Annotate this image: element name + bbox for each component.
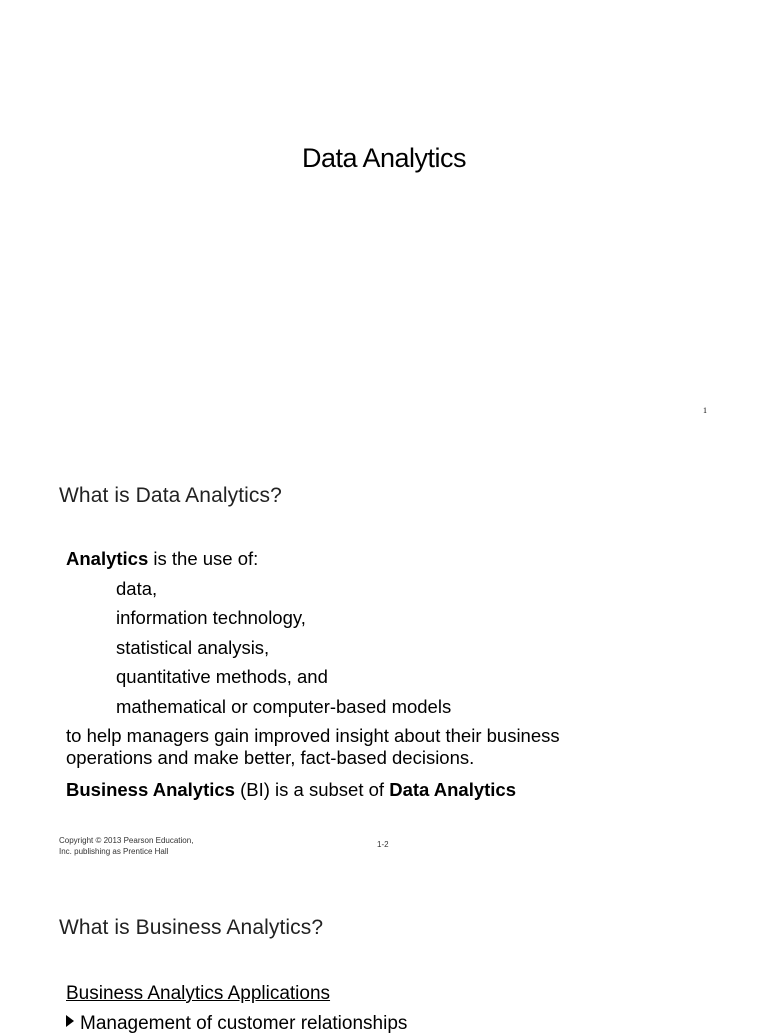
- slide-subheading: Business Analytics Applications: [66, 983, 331, 1004]
- list-item: mathematical or computer-based models: [116, 695, 452, 717]
- copyright-line-2: Inc. publishing as Prentice Hall: [59, 847, 169, 856]
- subset-mid: (BI) is a subset of: [234, 779, 390, 800]
- slide-2: [0, 440, 768, 880]
- slide-page-number: 1-2: [377, 840, 389, 849]
- list-item: information technology,: [116, 607, 306, 628]
- list-item: data,: [116, 577, 158, 599]
- slide-body: [66, 544, 726, 805]
- bullet-arrow-icon: [66, 1015, 74, 1027]
- copyright-line-1: Copyright © 2013 Pearson Education,: [59, 836, 194, 845]
- bullet-text: Management of customer relationships: [80, 1013, 408, 1034]
- intro-rest: is the use of:: [148, 548, 259, 569]
- slide-title: Data Analytics: [301, 143, 467, 173]
- list-item: statistical analysis,: [116, 636, 270, 658]
- bullet-item: [66, 1013, 407, 1035]
- list-item: quantitative methods, and: [116, 666, 328, 687]
- analytics-term: Analytics: [66, 548, 149, 569]
- slide-heading: What is Business Analytics?: [59, 916, 324, 939]
- subset-line: [66, 775, 726, 805]
- copyright-footer: [59, 835, 193, 857]
- data-analytics-term: Data Analytics: [389, 779, 517, 800]
- page-number: 1: [703, 406, 707, 415]
- business-analytics-term: Business Analytics: [66, 779, 235, 800]
- conclusion-text: to help managers gain improved insight about their business operations and make better, fact-based decisions.: [66, 725, 560, 768]
- intro-line: [66, 544, 726, 574]
- slide-1: [0, 0, 768, 440]
- slide-3: [0, 880, 768, 1034]
- slide-heading: What is Data Analytics?: [59, 484, 282, 507]
